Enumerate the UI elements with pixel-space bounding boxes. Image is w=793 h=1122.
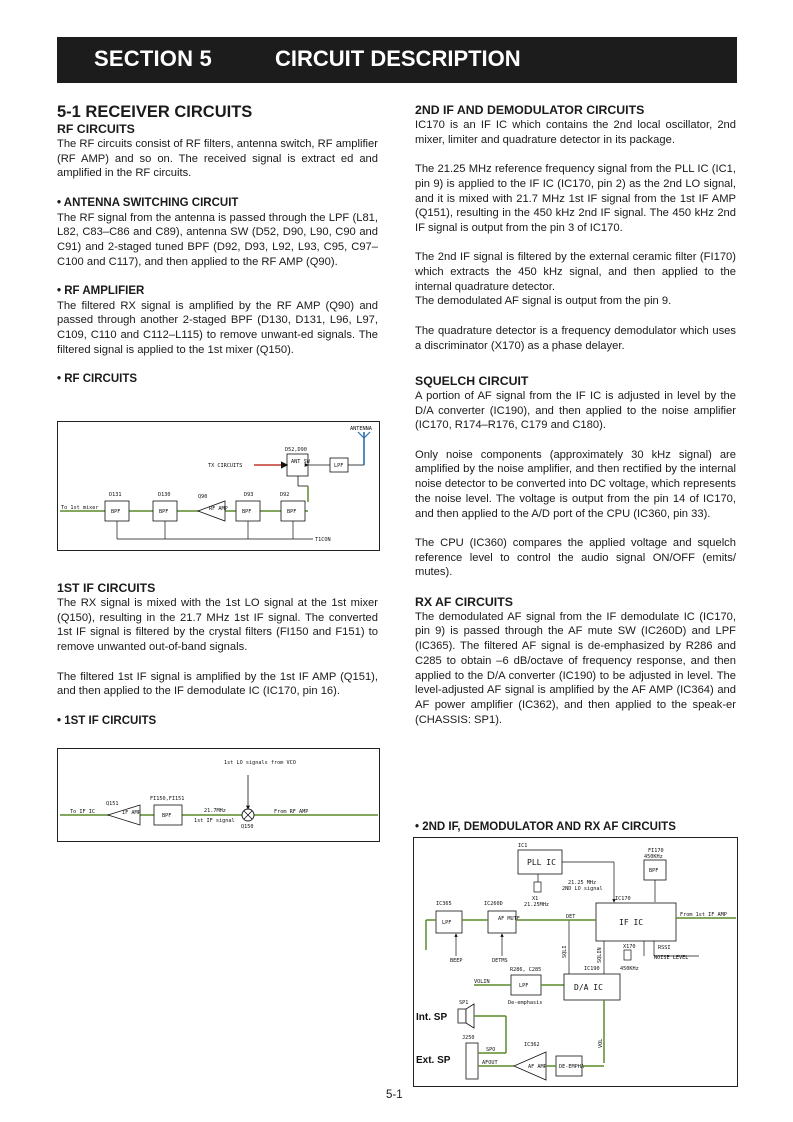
fi170-freq-label: 450KHz — [644, 854, 663, 860]
1st-if-text-1: The RX signal is mixed with the 1st LO signal at the 1st mixer (Q150), resulting in the 21.7 MHz 1st IF signal. The converted 1st IF signal is filtered by the crystal filters (FI150 and F151) to remove unwanted out-of-band signals. — [57, 597, 378, 654]
det-label: DET — [566, 914, 576, 920]
ref-freq-label: 21.25 MHz — [568, 880, 597, 886]
af-circuits-diagram — [413, 837, 738, 1087]
receiver-heading: 5-1 RECEIVER CIRCUITS — [57, 103, 253, 121]
if-signal-label: 1st IF signal — [194, 818, 235, 824]
j250-label: J250 — [462, 1035, 475, 1041]
rf-amp-label: RF AMP — [209, 506, 228, 512]
1st-if-diagram — [57, 748, 380, 842]
lpf-label: LPF — [334, 463, 344, 469]
deemph-label: De-emphasis — [508, 1000, 543, 1006]
rx-af-heading: RX AF CIRCUITS — [415, 594, 513, 609]
ext-sp-label: Ext. SP — [416, 1055, 451, 1066]
fi170-label: FI170 — [648, 848, 664, 854]
freq-label: 21.7MHz — [204, 808, 226, 814]
rf-amplifier-heading: • RF AMPLIFIER — [57, 285, 145, 297]
rf-diagram-heading: • RF CIRCUITS — [57, 373, 138, 386]
section-number: SECTION 5 — [94, 46, 212, 71]
rf-circuits-text: The RF circuits consist of RF filters, antenna switch, RF amplifier (RF AMP) and so on. The received signal is extract ed and amplified in the RF circuits. — [57, 138, 378, 180]
tx-circuits-label: TX CIRCUITS — [208, 463, 243, 469]
t1con-label: T1CON — [315, 537, 331, 543]
ic170-label: IC170 — [615, 896, 631, 902]
q151-label: Q151 — [106, 801, 119, 807]
ic1-label: IC1 — [518, 843, 528, 849]
af-amp-label: AF AMP — [528, 1064, 547, 1070]
1st-if-heading: 1ST IF CIRCUITS — [57, 581, 156, 595]
rf-amplifier-text: The filtered RX signal is amplified by the RF AMP (Q90) and passed through another 2-staged BPF (D130, D131, L96, L97, C109, C110 and C112–L115) to remove unwant-ed signals. The filtered signal is applied to the 1st mixer (Q150). — [57, 299, 378, 356]
to-if-ic-label: To IF IC — [70, 809, 95, 815]
volin-label: VOLIN — [474, 979, 490, 985]
r286-label: R286, C285 — [510, 967, 542, 973]
2nd-if-text-3: The 2nd IF signal is filtered by the external ceramic filter (FI170) which extracts the 450 kHz signal, and then applied to the internal quadrature detector. — [415, 251, 736, 293]
if-ic-label: IF IC — [619, 918, 644, 927]
af-diagram-heading: • 2ND IF, DEMODULATOR AND RX AF CIRCUITS — [415, 821, 676, 833]
bpf-label-2: BPF — [159, 509, 169, 515]
d130-label: D130 — [158, 492, 171, 498]
da-ic-label: D/A IC — [574, 983, 603, 992]
if-amp-label: IF AMP — [122, 810, 141, 816]
sp1-label: SP1 — [459, 1000, 469, 1006]
rf-circuits-diagram — [57, 421, 380, 551]
2nd-if-text-2: The 21.25 MHz reference frequency signal from the PLL IC (IC1, pin 9) is applied to the IF IC (IC170, pin 2) as the 2nd LO signal, and it is mixed with 21.7 MHz 1st IF signal from the 1st IF AMP (Q151), resulting in the 450 kHz 2nd IF signal. The 450 kHz 2nd IF signal is output from the pin 3 of IC170. — [415, 163, 736, 234]
2nd-if-text-4: The demodulated AF signal is output from the pin 9. — [415, 295, 672, 308]
ic260d-label: IC260D — [484, 901, 503, 907]
fi170-bpf-label: BPF — [649, 868, 659, 874]
from-1st-if-label: From 1st IF AMP — [680, 912, 727, 918]
afout-label: AFOUT — [482, 1060, 498, 1066]
noise-level-label: NOISE LEVEL — [654, 955, 689, 961]
1st-if-text-2: The filtered 1st IF signal is amplified by the 1st IF AMP (Q151), and then applied to the IF demodulate IC (IC170, pin 16). — [57, 670, 378, 698]
beep-label: BEEP — [450, 958, 463, 964]
de-empha-label: DE-EMPHA — [559, 1064, 584, 1070]
2nd-if-text-5: The quadrature detector is a frequency demodulator which uses a discriminator (X170) as a phase delayer. — [415, 324, 736, 352]
sqlin-label: SQLIN — [597, 947, 603, 963]
spo-label: SPO — [486, 1047, 496, 1053]
left-column-bottom — [57, 581, 378, 728]
x170-freq-label: 450KHz — [620, 966, 639, 972]
right-column — [415, 103, 736, 727]
page-number: 5-1 — [386, 1089, 403, 1101]
rssi-label: RSSI — [658, 945, 671, 951]
x170-label: X170 — [623, 944, 636, 950]
section-title: CIRCUIT DESCRIPTION — [275, 46, 521, 71]
antenna-label: ANTENNA — [350, 426, 372, 432]
section-header — [57, 37, 737, 83]
vol-label: VOL — [598, 1038, 604, 1048]
d93-label: D93 — [244, 492, 254, 498]
d92-label: D92 — [280, 492, 290, 498]
2nd-lo-label: 2ND LO signal — [562, 886, 603, 892]
2nd-if-text-1: IC170 is an IF IC which contains the 2nd local oscillator, 2nd mixer, limiter and quadrature detector in its package. — [415, 119, 736, 146]
squelch-text-2: Only noise components (approximately 30 kHz signal) are amplified by the noise amplifier, and then rectified by the internal noise detector to be converted into DC voltage, which represents the noise level. The voltage is output from the pin 14 of IC170, and then applied to the A/D port of the CPU (IC360, pin 33). — [415, 448, 736, 520]
2nd-if-heading: 2ND IF AND DEMODULATOR CIRCUITS — [415, 103, 645, 117]
antenna-switching-heading: • ANTENNA SWITCHING CIRCUIT — [57, 196, 239, 209]
deemph-lpf-label: LPF — [519, 983, 529, 989]
d131-label: D131 — [109, 492, 122, 498]
bpf-label-1: BPF — [111, 509, 121, 515]
squelch-heading: SQUELCH CIRCUIT — [415, 373, 529, 388]
dtmf-label: DETMS — [492, 958, 508, 964]
lpf-ic365-label: LPF — [442, 920, 452, 926]
sqli-label: SQLI — [562, 945, 568, 958]
ant-sw-label: ANT SW — [291, 459, 310, 465]
ant-sw-ref: D52,D90 — [285, 447, 307, 453]
q150-label: Q150 — [241, 824, 254, 830]
q90-label: Q90 — [198, 494, 208, 500]
lo-label: 1st LO signals from VCO — [224, 760, 296, 766]
1st-if-diagram-heading: • 1ST IF CIRCUITS — [57, 714, 157, 727]
if-bpf-label: BPF — [162, 813, 172, 819]
ic362-label: IC362 — [524, 1042, 540, 1048]
ic190-label: IC190 — [584, 966, 600, 972]
bpf-label-4: BPF — [287, 509, 297, 515]
x1-freq-label: 21.25MHz — [524, 902, 549, 908]
from-rf-label: From RF AMP — [274, 809, 309, 815]
rx-af-text: The demodulated AF signal from the IF demodulate IC (IC170, pin 9) is passed through the AF mute SW (IC260D) and LPF (IC365). The filtered AF signal is de-emphasized by R286 and C285 to obtain –6 dB/octave of frequency response, and then applied to the D/A converter (IC190) to be adjusted in level. The level-adjusted AF signal is amplified by the AF AMP (IC364) and AF power amplifier (IC362), and then applied to the speak-er (CHASSIS: SP1). — [415, 610, 736, 726]
left-column-top — [57, 103, 378, 387]
bpf-label-3: BPF — [242, 509, 252, 515]
rf-circuits-heading: RF CIRCUITS — [57, 122, 135, 136]
x1-label: X1 — [532, 896, 539, 902]
to-mixer-label: To 1st mixer — [61, 505, 99, 511]
squelch-text-3: The CPU (IC360) compares the applied voltage and squelch reference level to control the audio signal ON/OFF (emits/ mutes). — [415, 536, 736, 579]
ic365-label: IC365 — [436, 901, 452, 907]
squelch-text-1: A portion of AF signal from the IF IC is adjusted in level by the D/A converter (IC190), and then applied to the noise amplifier (IC170, R174–R176, C179 and C180). — [415, 389, 736, 432]
int-sp-label: Int. SP — [416, 1012, 448, 1023]
af-mute-label: AF MUTE — [498, 916, 520, 922]
pll-ic-label: PLL IC — [527, 858, 556, 867]
fi150-label: FI150,FI151 — [150, 796, 185, 802]
antenna-switching-text: The RF signal from the antenna is passed through the LPF (L81, L82, C83–C86 and C89), antenna SW (D52, D90, L90, C90 and C91) and 2-staged tuned BPF (D92, D93, L92, L93, C95, C97–C100 and C117), and then applied to the RF AMP (Q90). — [57, 211, 378, 268]
